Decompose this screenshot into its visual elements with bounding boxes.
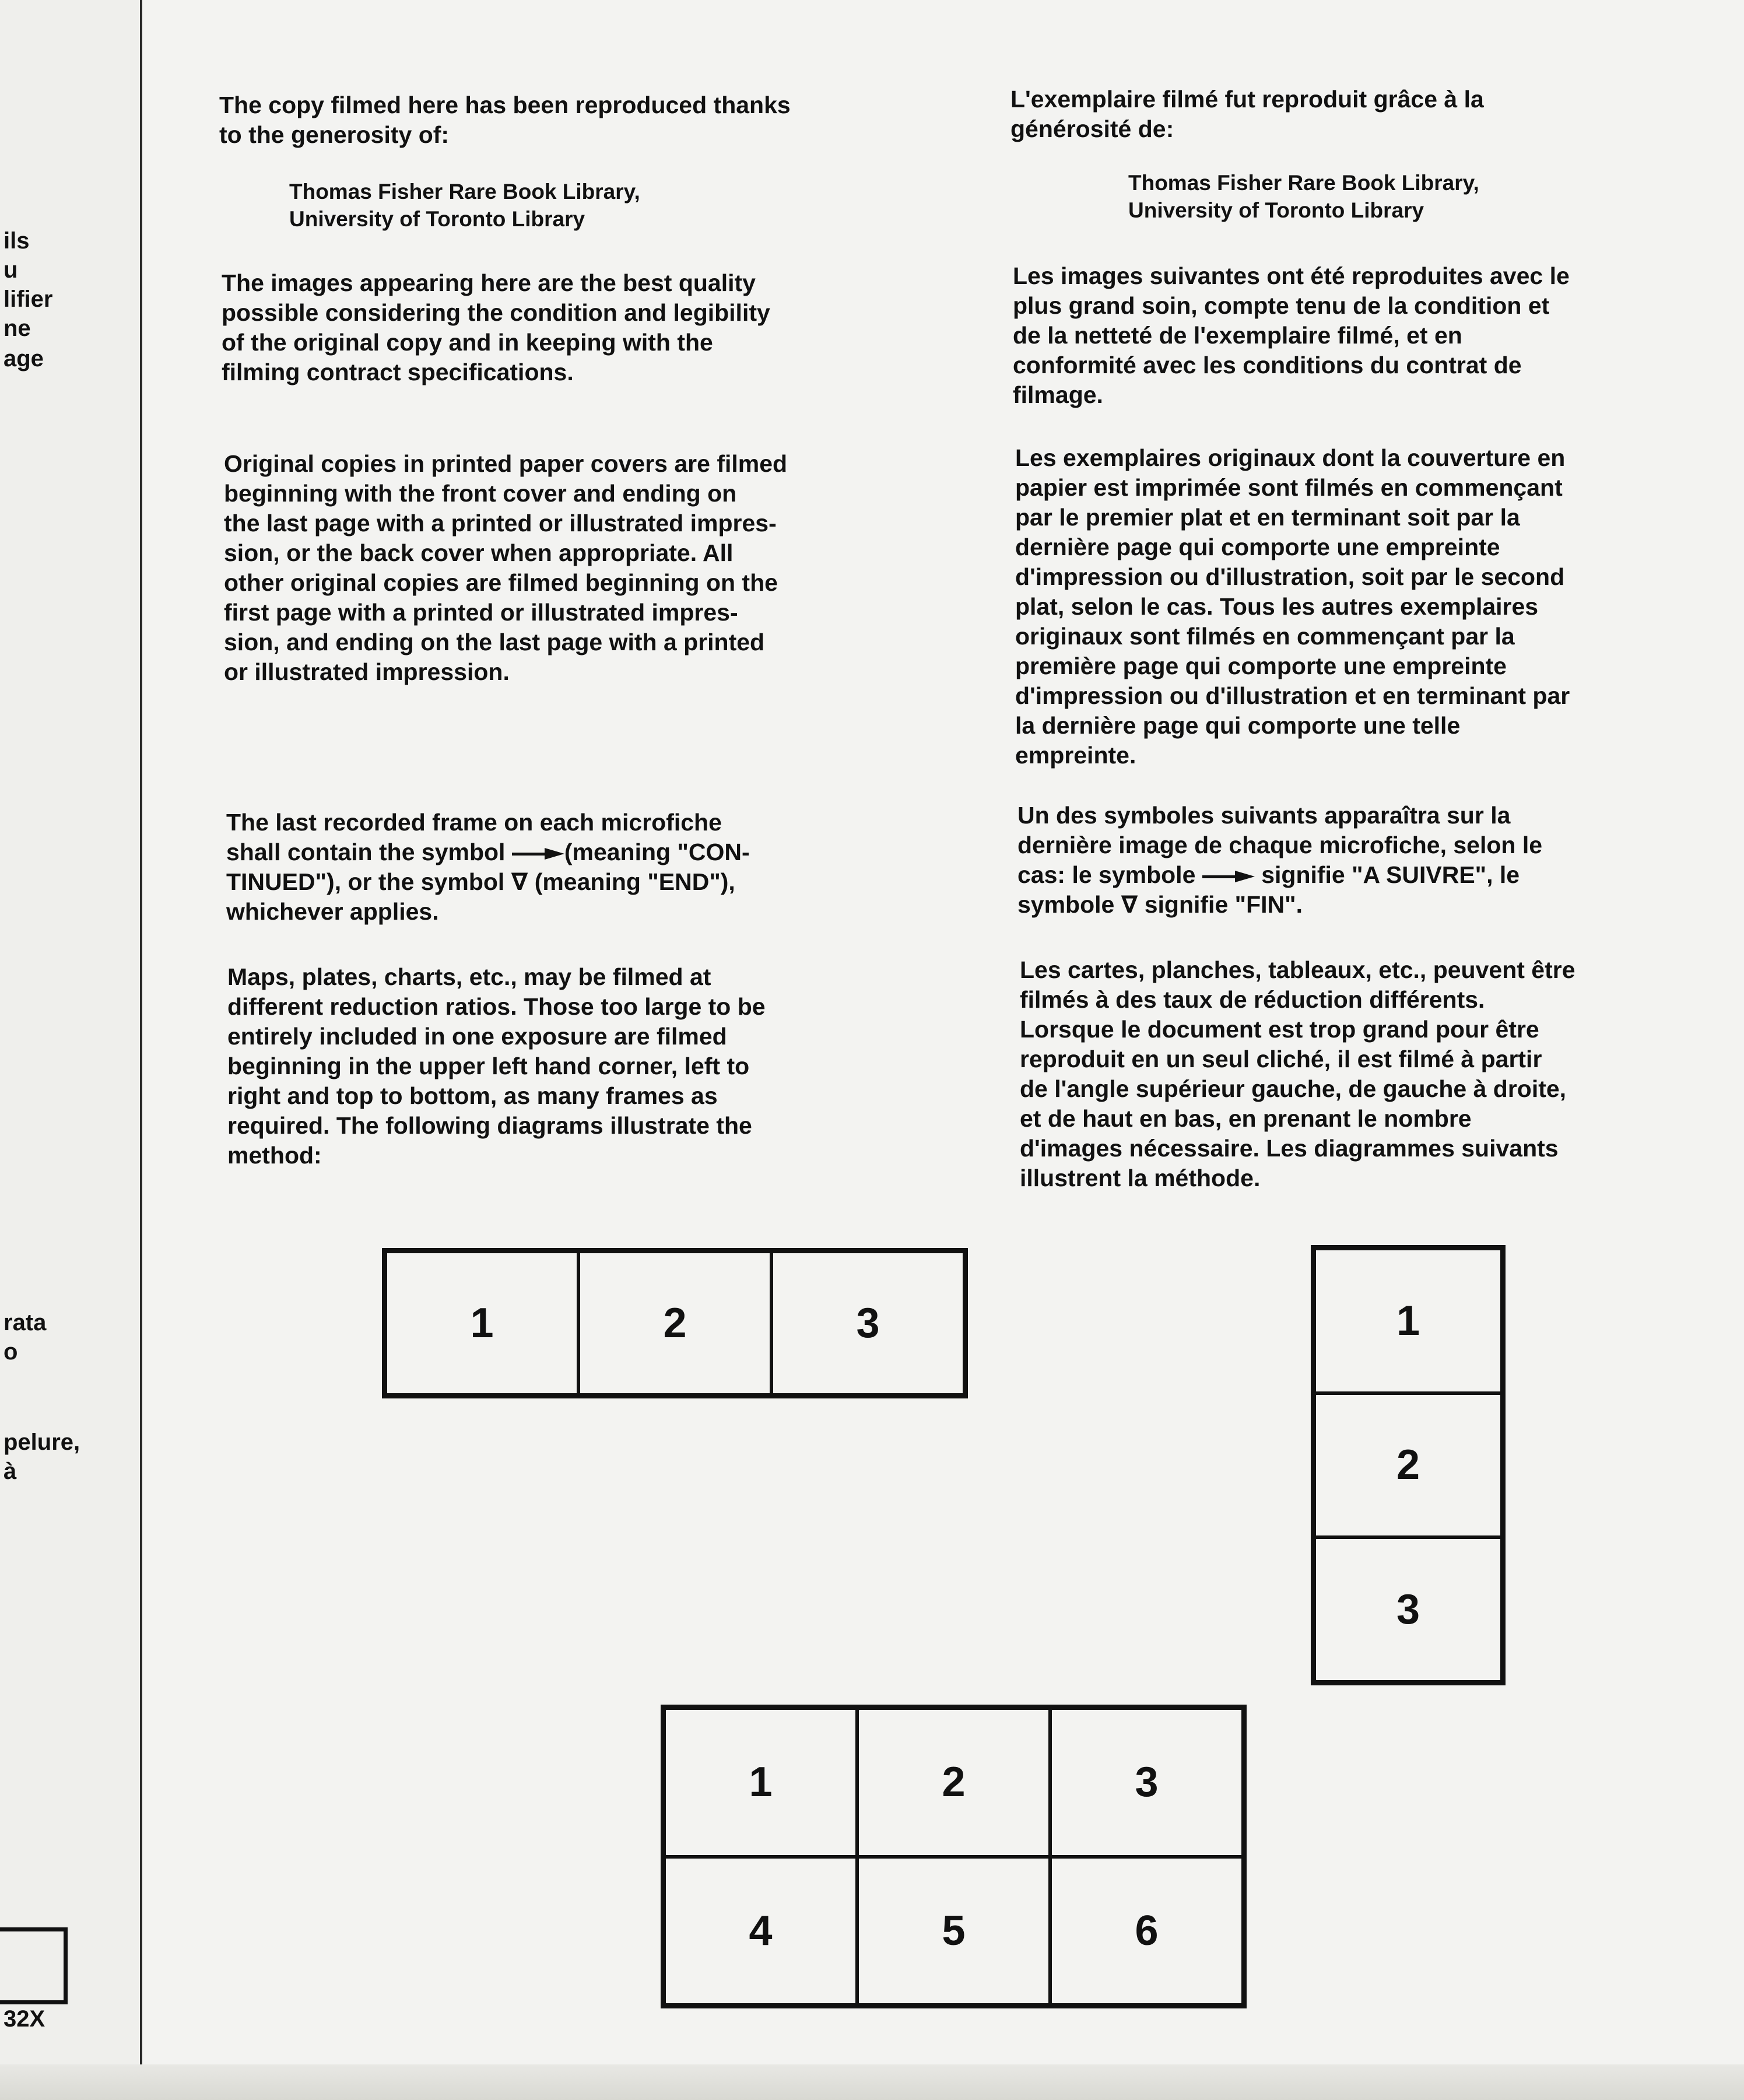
text-line: première page qui comporte une empreinte xyxy=(1015,653,1507,679)
english-covers-paragraph xyxy=(224,449,787,687)
frame-cell: 3 xyxy=(1314,1537,1502,1682)
text-line: signifie "FIN". xyxy=(1144,891,1303,918)
text-line: filming contract specifications. xyxy=(222,359,574,385)
text-line: entirely included in one exposure are filmed xyxy=(227,1023,727,1050)
text-line: filmage. xyxy=(1013,381,1103,408)
text-line: University of Toronto Library xyxy=(289,207,585,231)
text-line: the last page with a printed or illustrated impres- xyxy=(224,510,777,537)
text-line: symbole xyxy=(1017,891,1115,918)
text-line: The images appearing here are the best quality xyxy=(222,269,756,296)
text-line: d'impression ou d'illustration, soit par le second xyxy=(1015,563,1565,590)
frame-cell: 1 xyxy=(664,1708,857,1857)
text-line: signifie "A SUIVRE", le xyxy=(1261,861,1520,888)
horizontal-frame-diagram xyxy=(382,1248,968,1398)
text-line: plat, selon le cas. Tous les autres exemplaires xyxy=(1015,593,1539,620)
english-maps-paragraph xyxy=(227,962,766,1170)
text-line: reproduit en un seul cliché, il est filmé à partir xyxy=(1020,1046,1542,1072)
text-line: sion, or the back cover when appropriate. All xyxy=(224,539,734,566)
fin-triangle-icon: ∇ xyxy=(1121,891,1138,918)
french-maps-paragraph xyxy=(1020,955,1575,1193)
frame-cell: 1 xyxy=(385,1251,578,1395)
strip-fragment: u xyxy=(3,257,18,283)
text-line: The copy filmed here has been reproduced thanks xyxy=(219,92,791,118)
text-line: sion, and ending on the last page with a printed xyxy=(224,629,765,655)
french-thanks xyxy=(1010,85,1484,144)
text-line: filmés à des taux de réduction différents. xyxy=(1020,986,1485,1013)
text-line: (meaning "END"), xyxy=(534,868,735,895)
adjacent-page-strip xyxy=(0,0,142,2100)
text-line: cas: le symbole xyxy=(1017,861,1196,888)
text-line: whichever applies. xyxy=(226,898,439,925)
text-line: beginning with the front cover and ending on xyxy=(224,480,737,507)
text-line: d'impression ou d'illustration et en terminant par xyxy=(1015,682,1570,709)
text-line: shall contain the symbol xyxy=(226,839,506,865)
text-line: la dernière page qui comporte une telle xyxy=(1015,712,1461,739)
frame-cell: 2 xyxy=(857,1708,1050,1857)
bottom-edge-shadow xyxy=(0,2064,1744,2100)
text-line: other original copies are filmed beginning on the xyxy=(224,569,778,596)
text-line: required. The following diagrams illustrate the xyxy=(227,1112,752,1139)
text-line: Un des symboles suivants apparaîtra sur la xyxy=(1017,802,1511,829)
text-line: dernière image de chaque microfiche, selon le xyxy=(1017,832,1543,858)
text-line: conformité avec les conditions du contrat de xyxy=(1013,352,1522,378)
french-symbols-paragraph xyxy=(1017,801,1542,920)
text-line: originaux sont filmés en commençant par la xyxy=(1015,623,1515,650)
frame-cell: 2 xyxy=(578,1251,771,1395)
frame-cell: 3 xyxy=(1050,1708,1243,1857)
text-line: beginning in the upper left hand corner, left to xyxy=(227,1053,750,1079)
strip-fragment: lifier xyxy=(3,286,53,312)
continued-arrow-icon xyxy=(512,848,564,860)
text-line: Les exemplaires originaux dont la couverture en xyxy=(1015,444,1566,471)
text-line: of the original copy and in keeping with the xyxy=(222,329,713,356)
text-line: plus grand soin, compte tenu de la condition et xyxy=(1013,292,1550,319)
resolution-target-box xyxy=(0,1927,68,2004)
text-line: Lorsque le document est trop grand pour être xyxy=(1020,1016,1539,1043)
text-line: Original copies in printed paper covers are filmed xyxy=(224,450,788,477)
frame-cell: 1 xyxy=(1314,1249,1502,1393)
text-line: empreinte. xyxy=(1015,742,1136,769)
english-quality-paragraph xyxy=(222,268,770,387)
english-symbols-paragraph xyxy=(226,808,750,927)
text-line: papier est imprimée sont filmés en commençant xyxy=(1015,474,1563,501)
text-line: Thomas Fisher Rare Book Library, xyxy=(289,180,640,204)
french-quality-paragraph xyxy=(1013,261,1570,410)
strip-fragment: o xyxy=(3,1339,18,1365)
text-line: de l'angle supérieur gauche, de gauche à droite, xyxy=(1020,1075,1567,1102)
text-line: Les cartes, planches, tableaux, etc., peuvent être xyxy=(1020,956,1575,983)
strip-fragment: pelure, xyxy=(3,1429,80,1455)
french-library xyxy=(1058,169,1479,224)
strip-fragment: age xyxy=(3,346,44,371)
text-line: générosité de: xyxy=(1010,115,1174,142)
text-line: possible considering the condition and legibility xyxy=(222,299,770,326)
frame-cell: 5 xyxy=(857,1857,1050,2006)
text-line: Les images suivantes ont été reproduites avec le xyxy=(1013,262,1570,289)
vertical-frame-diagram xyxy=(1311,1245,1506,1685)
text-line: d'images nécessaire. Les diagrammes suivants xyxy=(1020,1135,1559,1162)
a-suivre-arrow-icon xyxy=(1202,871,1255,882)
frame-cell: 6 xyxy=(1050,1857,1243,2006)
text-line: par le premier plat et en terminant soit par la xyxy=(1015,504,1520,531)
text-line: The last recorded frame on each microfiche xyxy=(226,809,722,836)
text-line: right and top to bottom, as many frames as xyxy=(227,1082,718,1109)
text-line: et de haut en bas, en prenant le nombre xyxy=(1020,1105,1472,1132)
strip-fragment: ils xyxy=(3,228,30,254)
text-line: first page with a printed or illustrated impres- xyxy=(224,599,738,626)
strip-fragment: à xyxy=(3,1459,17,1484)
strip-fragment: rata xyxy=(3,1310,47,1335)
frame-cell: 2 xyxy=(1314,1393,1502,1538)
english-thanks xyxy=(219,90,791,150)
text-line: to the generosity of: xyxy=(219,121,450,148)
english-library xyxy=(219,178,640,233)
text-line: University of Toronto Library xyxy=(1128,198,1424,222)
text-line: de la netteté de l'exemplaire filmé, et en xyxy=(1013,322,1462,349)
text-line: illustrent la méthode. xyxy=(1020,1165,1261,1191)
reduction-ratio-label: 32X xyxy=(3,2006,45,2032)
french-covers-paragraph xyxy=(1015,443,1570,770)
text-line: method: xyxy=(227,1142,322,1169)
text-line: Thomas Fisher Rare Book Library, xyxy=(1128,171,1479,195)
text-line: Maps, plates, charts, etc., may be filmed at xyxy=(227,963,711,990)
six-frame-grid-diagram xyxy=(661,1705,1247,2008)
end-triangle-icon: ∇ xyxy=(511,868,528,895)
frame-cell: 3 xyxy=(771,1251,964,1395)
text-line: (meaning "CON- xyxy=(564,839,750,865)
text-line: or illustrated impression. xyxy=(224,658,510,685)
text-line: different reduction ratios. Those too large to be xyxy=(227,993,766,1020)
text-line: L'exemplaire filmé fut reproduit grâce à la xyxy=(1010,86,1484,113)
text-line: dernière page qui comporte une empreinte xyxy=(1015,534,1500,560)
strip-fragment: ne xyxy=(3,315,31,341)
frame-cell: 4 xyxy=(664,1857,857,2006)
text-line: TINUED"), or the symbol xyxy=(226,868,505,895)
